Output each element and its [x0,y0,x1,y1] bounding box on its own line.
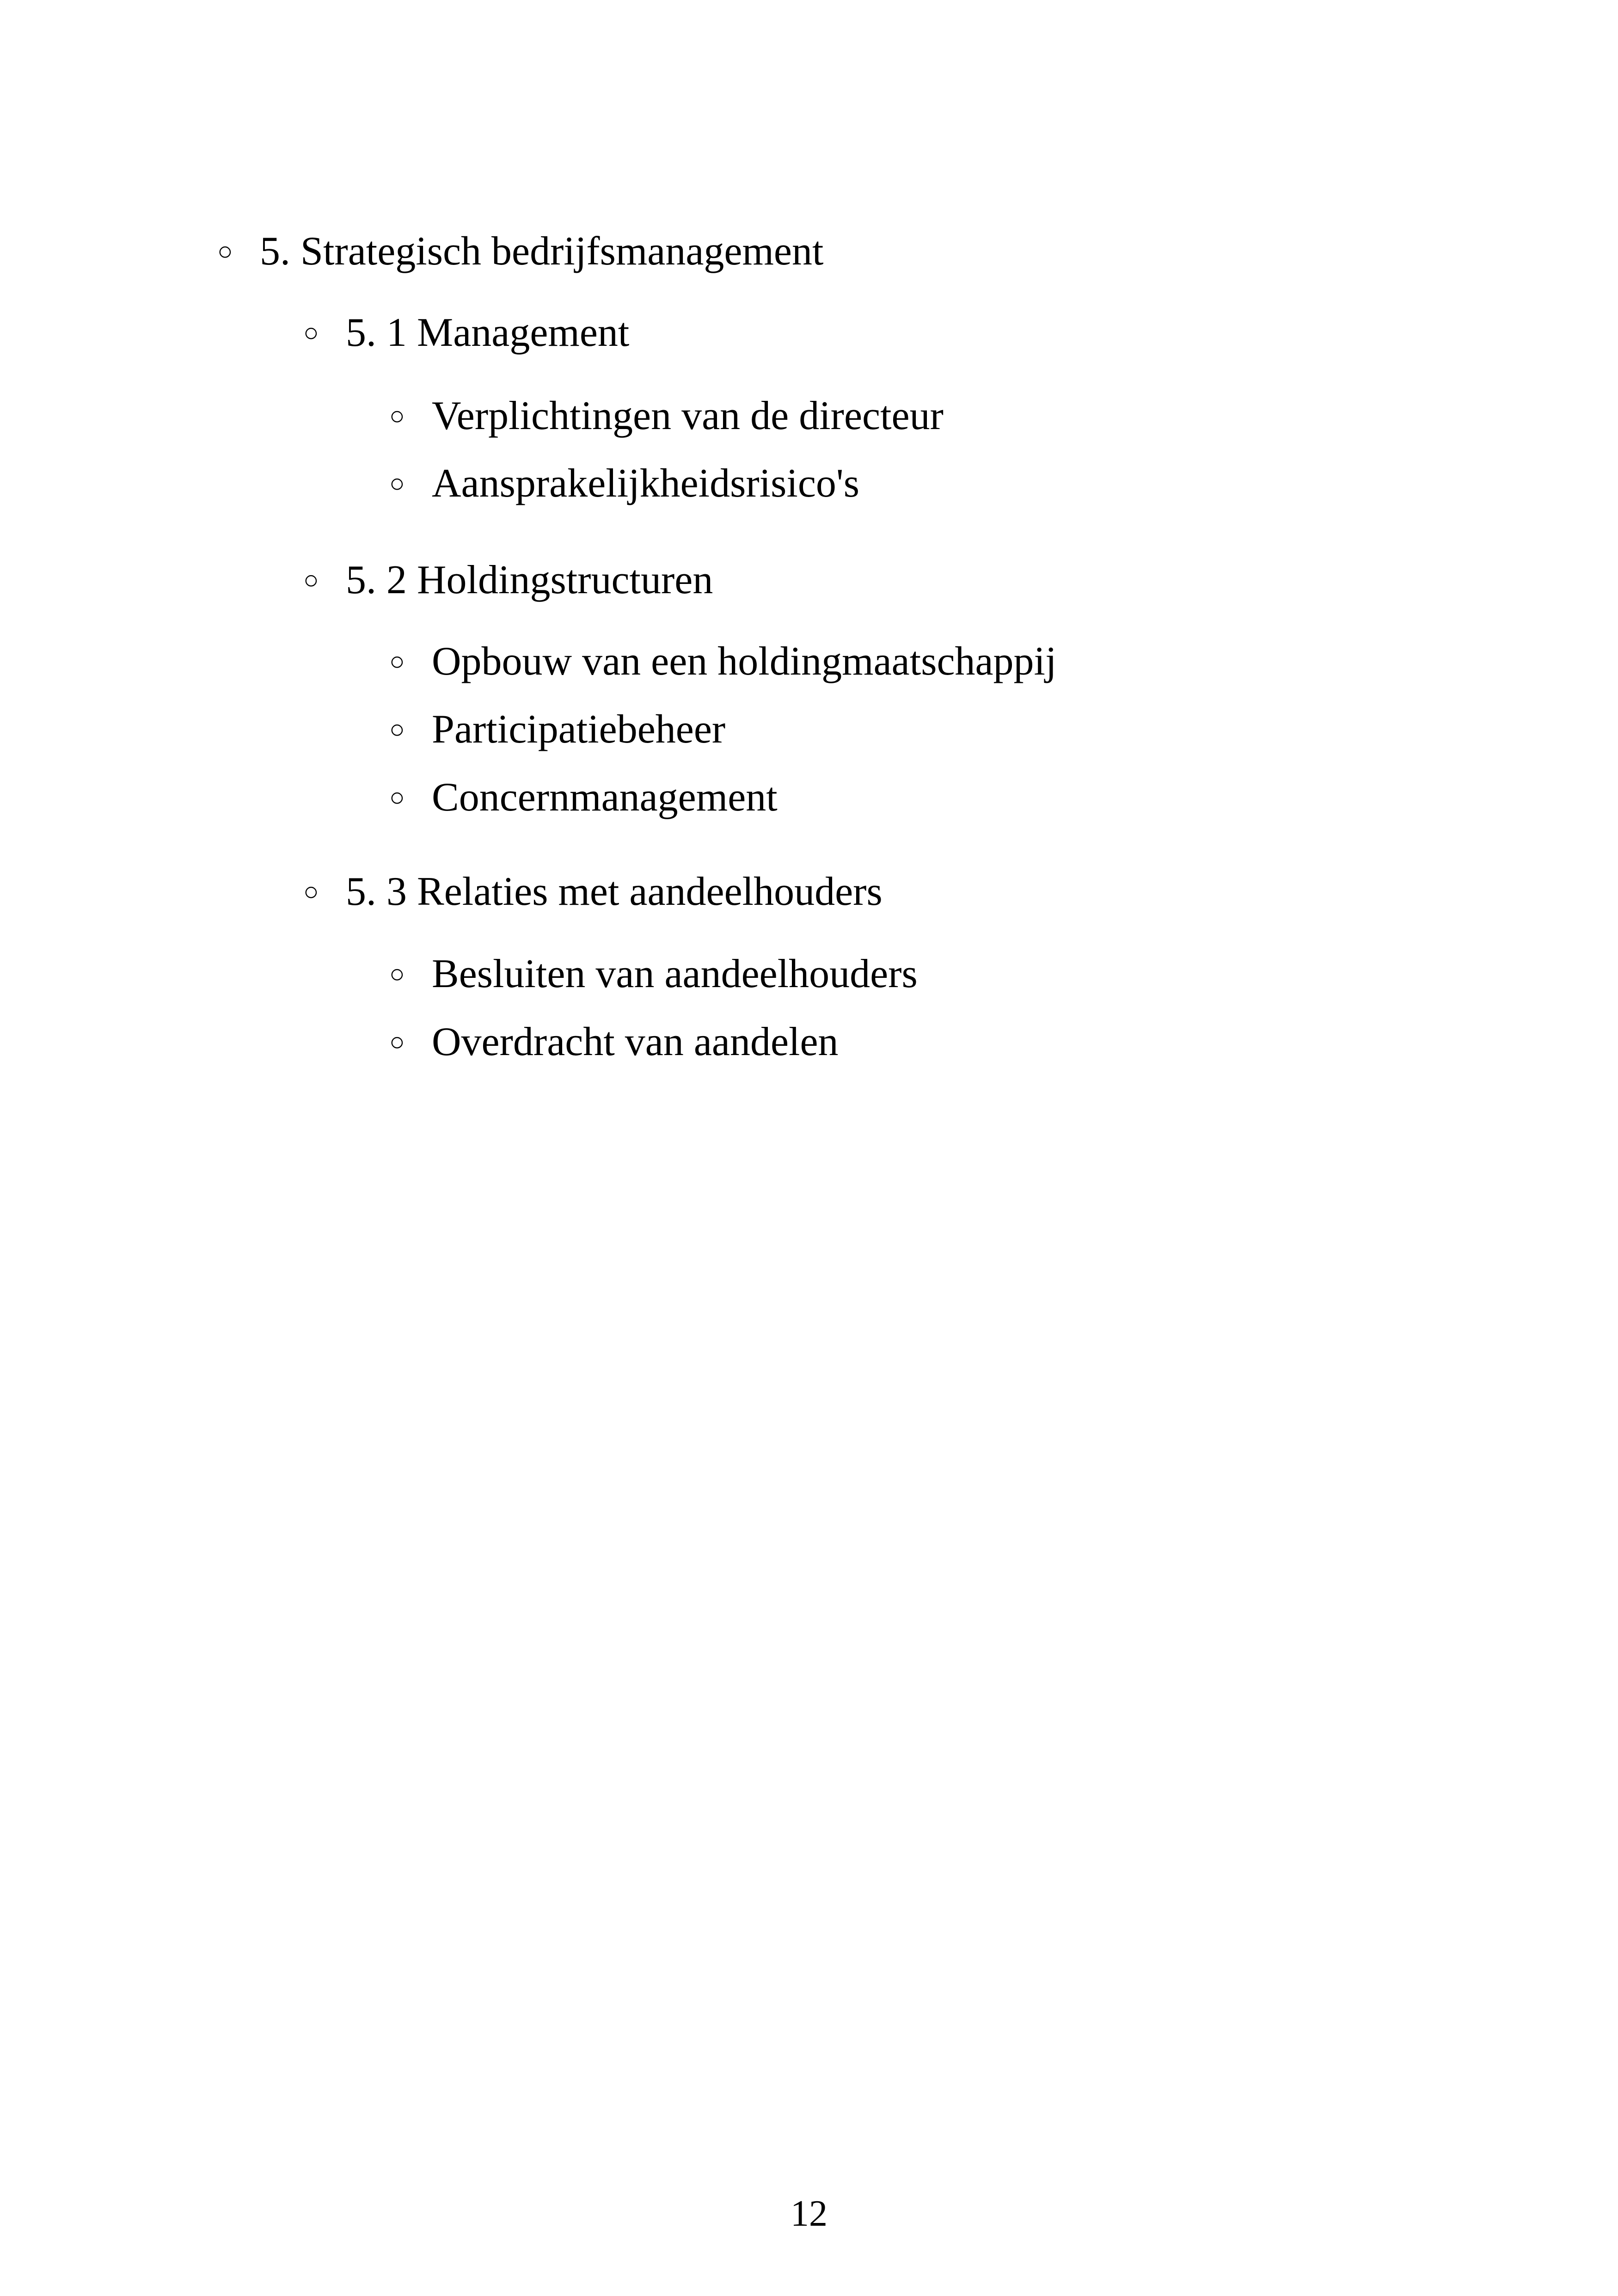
section-title: 5. Strategisch bedrijfsmanagement [260,229,824,274]
topic-label: Participatiebeheer [432,707,726,752]
topic-label: Besluiten van aandeelhouders [432,952,918,996]
circle-bullet-icon: ○ [389,469,405,498]
page-number: 12 [791,2193,827,2234]
outline-item-topic [389,463,859,504]
topic-label: Aansprakelijkheidsrisico's [432,461,859,506]
topic-label: Verplichtingen van de directeur [432,393,944,438]
circle-bullet-icon: ○ [389,402,405,430]
outline-item-topic [389,1019,839,1064]
outline-item-subsection [303,869,883,914]
outline-item-topic [389,954,918,995]
outline-item-section-5 [217,231,823,272]
outline-item-topic [389,709,725,750]
topic-label: Overdracht van aandelen [432,1019,839,1064]
outline-item-topic [389,393,944,438]
topic-label: Concernmanagement [432,775,778,820]
outline-item-topic [389,641,1056,682]
circle-bullet-icon: ○ [303,566,319,595]
circle-bullet-icon: ○ [389,647,405,676]
subsection-title: 5. 1 Management [346,310,630,355]
outline-item-subsection [303,560,713,601]
circle-bullet-icon: ○ [389,715,405,744]
circle-bullet-icon: ○ [303,878,319,906]
circle-bullet-icon: ○ [389,783,405,812]
outline-item-subsection [303,310,630,355]
topic-label: Opbouw van een holdingmaatschappij [432,639,1057,684]
subsection-title: 5. 2 Holdingstructuren [346,558,713,602]
circle-bullet-icon: ○ [389,1028,405,1056]
subsection-title: 5. 3 Relaties met aandeelhouders [346,869,883,914]
circle-bullet-icon: ○ [389,960,405,988]
circle-bullet-icon: ○ [217,237,233,266]
circle-bullet-icon: ○ [303,319,319,347]
outline-item-topic [389,777,778,818]
